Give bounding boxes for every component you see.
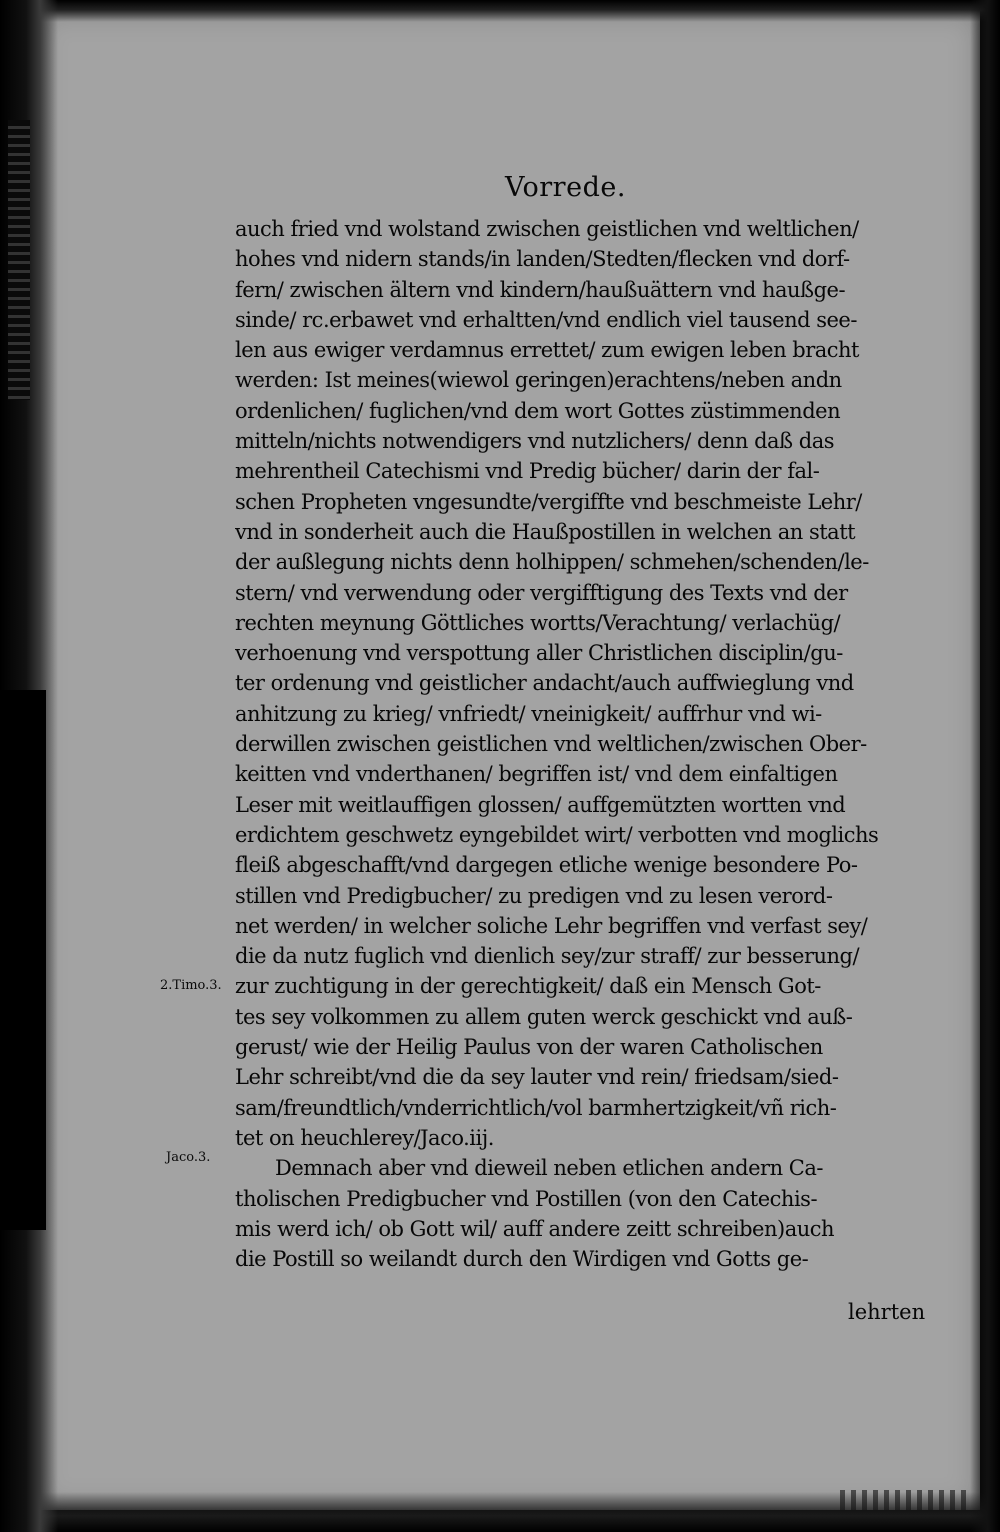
text-line: die da nutz fuglich vnd dienlich sey/zur straff/ zur besserung/ [235,944,860,969]
text-line: ordenlichen/ fuglichen/vnd dem wort Gottes züstimmenden [235,398,841,423]
binding-shadow-lower [0,690,46,1230]
text-line: tholischen Predigbucher vnd Postillen (von den Catechis- [235,1186,818,1211]
text-line: len aus ewiger verdamnus errettet/ zum ewigen leben bracht [235,338,859,363]
text-line: mitteln/nichts notwendigers vnd nutzlichers/ denn daß das [235,429,834,454]
text-line: die Postill so weilandt durch den Wirdigen vnd Gotts ge- [235,1247,809,1272]
text-line: fleiß abgeschafft/vnd dargegen etliche wenige besondere Po- [235,853,858,878]
text-line: stern/ vnd verwendung oder vergifftigung des Texts vnd der [235,580,848,605]
text-line: Lehr schreibt/vnd die da sey lauter vnd rein/ friedsam/sied- [235,1065,839,1090]
body-text [235,214,900,1274]
text-line: Demnach aber vnd dieweil neben etlichen andern Ca- [275,1156,823,1181]
text-line: keitten vnd vnderthanen/ begriffen ist/ vnd dem einfaltigen [235,762,838,787]
text-line: anhitzung zu krieg/ vnfriedt/ vneinigkeit/ auffrhur vnd wi- [235,701,822,726]
text-line: vnd in sonderheit auch die Haußpostillen in welchen an statt [235,519,856,544]
text-line: mehrentheil Catechismi vnd Predig bücher/ darin der fal- [235,459,820,484]
bottom-edge-marks [840,1490,970,1510]
text-line: mis werd ich/ ob Gott wil/ auff andere zeitt schreiben)auch [235,1216,835,1241]
text-line: werden: Ist meines(wiewol geringen)erachtens/neben andn [235,368,842,393]
text-line: sam/freundtlich/vnderrichtlich/vol barmhertzigkeit/vñ rich- [235,1095,837,1120]
text-line: stillen vnd Predigbucher/ zu predigen vnd zu lesen verord- [235,883,833,908]
text-line: tet on heuchlerey/Jaco.iij. [235,1125,494,1150]
binding-shadow-upper [8,120,30,400]
text-line: hohes vnd nidern stands/in landen/Stedten/flecken vnd dorf- [235,247,850,272]
text-line: net werden/ in welcher soliche Lehr begriffen vnd verfast sey/ [235,913,868,938]
text-line: gerust/ wie der Heilig Paulus von der waren Catholischen [235,1035,823,1060]
scan-edge-right [970,0,1000,1532]
text-line: rechten meynung Göttliches wortts/Verachtung/ verlachüg/ [235,610,841,635]
text-line: schen Propheten vngesundte/vergiffte vnd beschmeiste Lehr/ [235,489,862,514]
text-line: auch fried vnd wolstand zwischen geistlichen vnd weltlichen/ [235,217,859,241]
text-line: derwillen zwischen geistlichen vnd weltlichen/zwischen Ober- [235,732,867,757]
text-line: fern/ zwischen ältern vnd kindern/haußuättern vnd haußge- [235,277,846,302]
text-line: zur zuchtigung in der gerechtigkeit/ daß ein Mensch Got- [235,974,821,999]
text-line: ter ordenung vnd geistlicher andacht/auch auffwieglung vnd [235,671,854,696]
catchword: lehrten [848,1300,926,1324]
text-line: Leser mit weitlauffigen glossen/ auffgemützten wortten vnd [235,792,846,817]
running-header: Vorrede. [505,172,626,203]
text-line: tes sey volkommen zu allem guten werck geschickt vnd auß- [235,1004,853,1029]
margin-note-james: Jaco.3. [166,1150,211,1165]
text-line: sinde/ rc.erbawet vnd erhaltten/vnd endlich viel tausend see- [235,307,857,332]
scan-edge-top [0,0,1000,22]
text-line: der außlegung nichts denn holhippen/ schmehen/schenden/le- [235,550,869,575]
text-line: verhoenung vnd verspottung aller Christlichen disciplin/gu- [235,641,843,666]
margin-note-timothy: 2.Timo.3. [160,978,222,993]
text-line: erdichtem geschwetz eyngebildet wirt/ verbotten vnd moglichs [235,822,879,847]
